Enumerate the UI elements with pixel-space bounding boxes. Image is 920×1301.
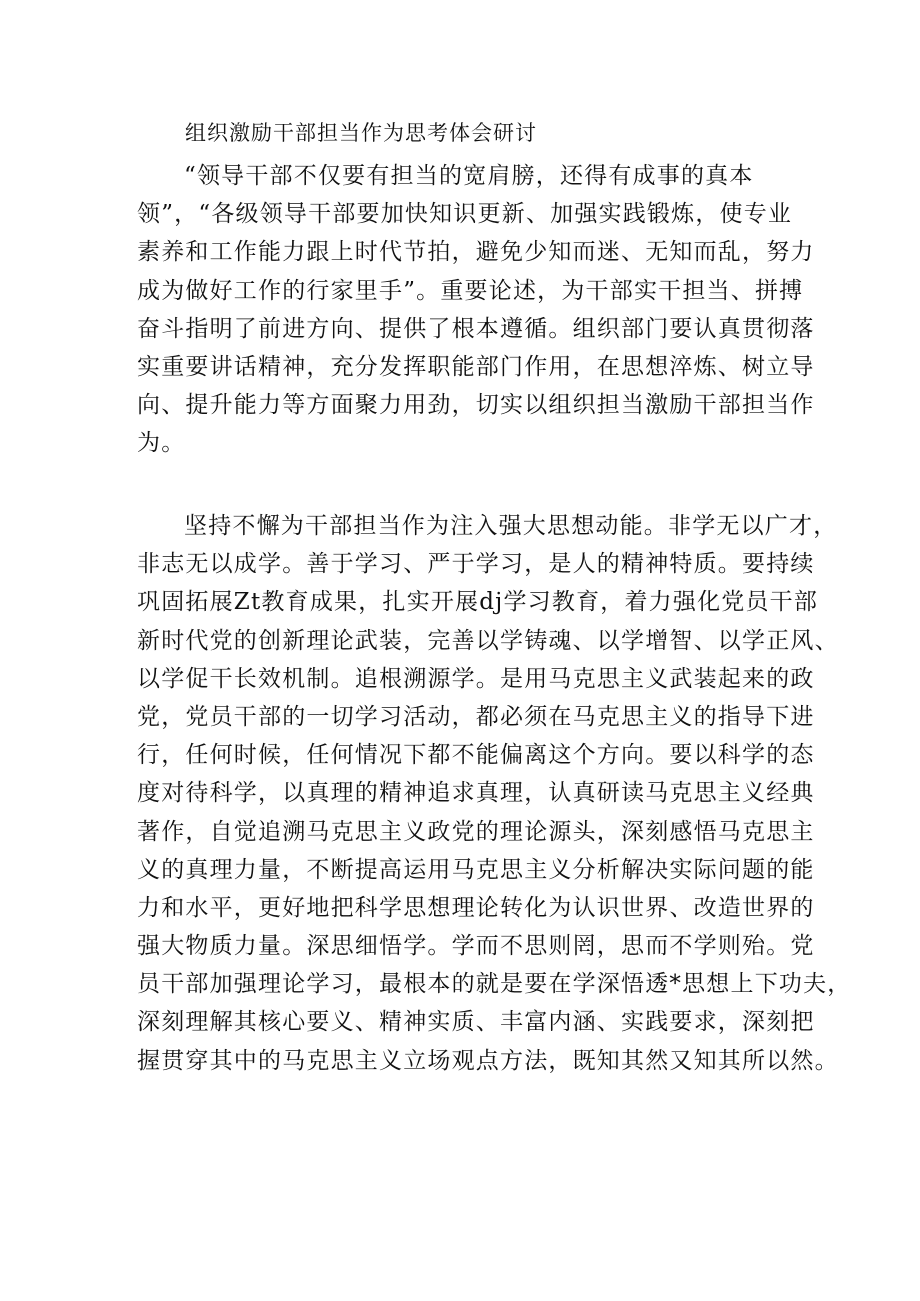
paragraph-line: 巩固拓展Zt教育成果，扎实开展dj学习教育，着力强化党员干部 (137, 589, 819, 616)
paragraph-line: 员干部加强理论学习，最根本的就是要在学深悟透*思想上下功夫， (137, 971, 852, 998)
paragraph-line: 度对待科学，以真理的精神追求真理，认真研读马克思主义经典 (137, 780, 815, 807)
paragraph-line: 强大物质力量。深思细悟学。学而不思则罔，思而不学则殆。党 (137, 933, 815, 960)
paragraph-line: 握贯穿其中的马克思主义立场观点方法，既知其然又知其所以然。 (137, 1047, 839, 1074)
paragraph-study (137, 507, 852, 1080)
paragraph-line: 以学促干长效机制。追根溯源学。是用马克思主义武装起来的政 (137, 665, 815, 692)
paragraph-line: 成为做好工作的行家里手”。重要论述，为干部实干担当、拼搏 (137, 277, 804, 304)
document-title: 组织激励干部担当作为思考体会研讨 (185, 121, 537, 145)
paragraph-line: 素养和工作能力跟上时代节拍，避免少知而迷、无知而乱，努力 (137, 239, 815, 266)
paragraph-intro (137, 157, 817, 463)
paragraph-line: 实重要讲话精神，充分发挥职能部门作用，在思想淬炼、树立导 (137, 353, 815, 380)
paragraph-line: 为。 (137, 430, 186, 457)
paragraph-line: “领导干部不仅要有担当的宽肩膀，还得有成事的真本 (184, 163, 754, 189)
paragraph-line: 义的真理力量，不断提高运用马克思主义分析解决实际问题的能 (137, 856, 815, 883)
paragraph-line: 奋斗指明了前进方向、提供了根本遵循。组织部门要认真贯彻落 (137, 315, 815, 342)
paragraph-line: 著作，自觉追溯马克思主义政党的理论源头，深刻感悟马克思主 (137, 818, 815, 845)
paragraph-line: 领”，“各级领导干部要加快知识更新、加强实践锻炼，使专业 (137, 201, 793, 228)
paragraph-line: 新时代党的创新理论武装，完善以学铸魂、以学增智、以学正风、 (137, 627, 839, 654)
paragraph-line: 坚持不懈为干部担当作为注入强大思想动能。非学无以广才， (184, 513, 838, 539)
paragraph-line: 深刻理解其核心要义、精神实质、丰富内涵、实践要求，深刻把 (137, 1009, 815, 1036)
paragraph-line: 非志无以成学。善于学习、严于学习，是人的精神特质。要持续 (137, 551, 815, 578)
paragraph-line: 行，任何时候，任何情况下都不能偏离这个方向。要以科学的态 (137, 742, 815, 769)
paragraph-line: 党，党员干部的一切学习活动，都必须在马克思主义的指导下进 (137, 703, 815, 730)
paragraph-line: 向、提升能力等方面聚力用劲，切实以组织担当激励干部担当作 (137, 392, 815, 419)
paragraph-line: 力和水平，更好地把科学思想理论转化为认识世界、改造世界的 (137, 894, 815, 921)
